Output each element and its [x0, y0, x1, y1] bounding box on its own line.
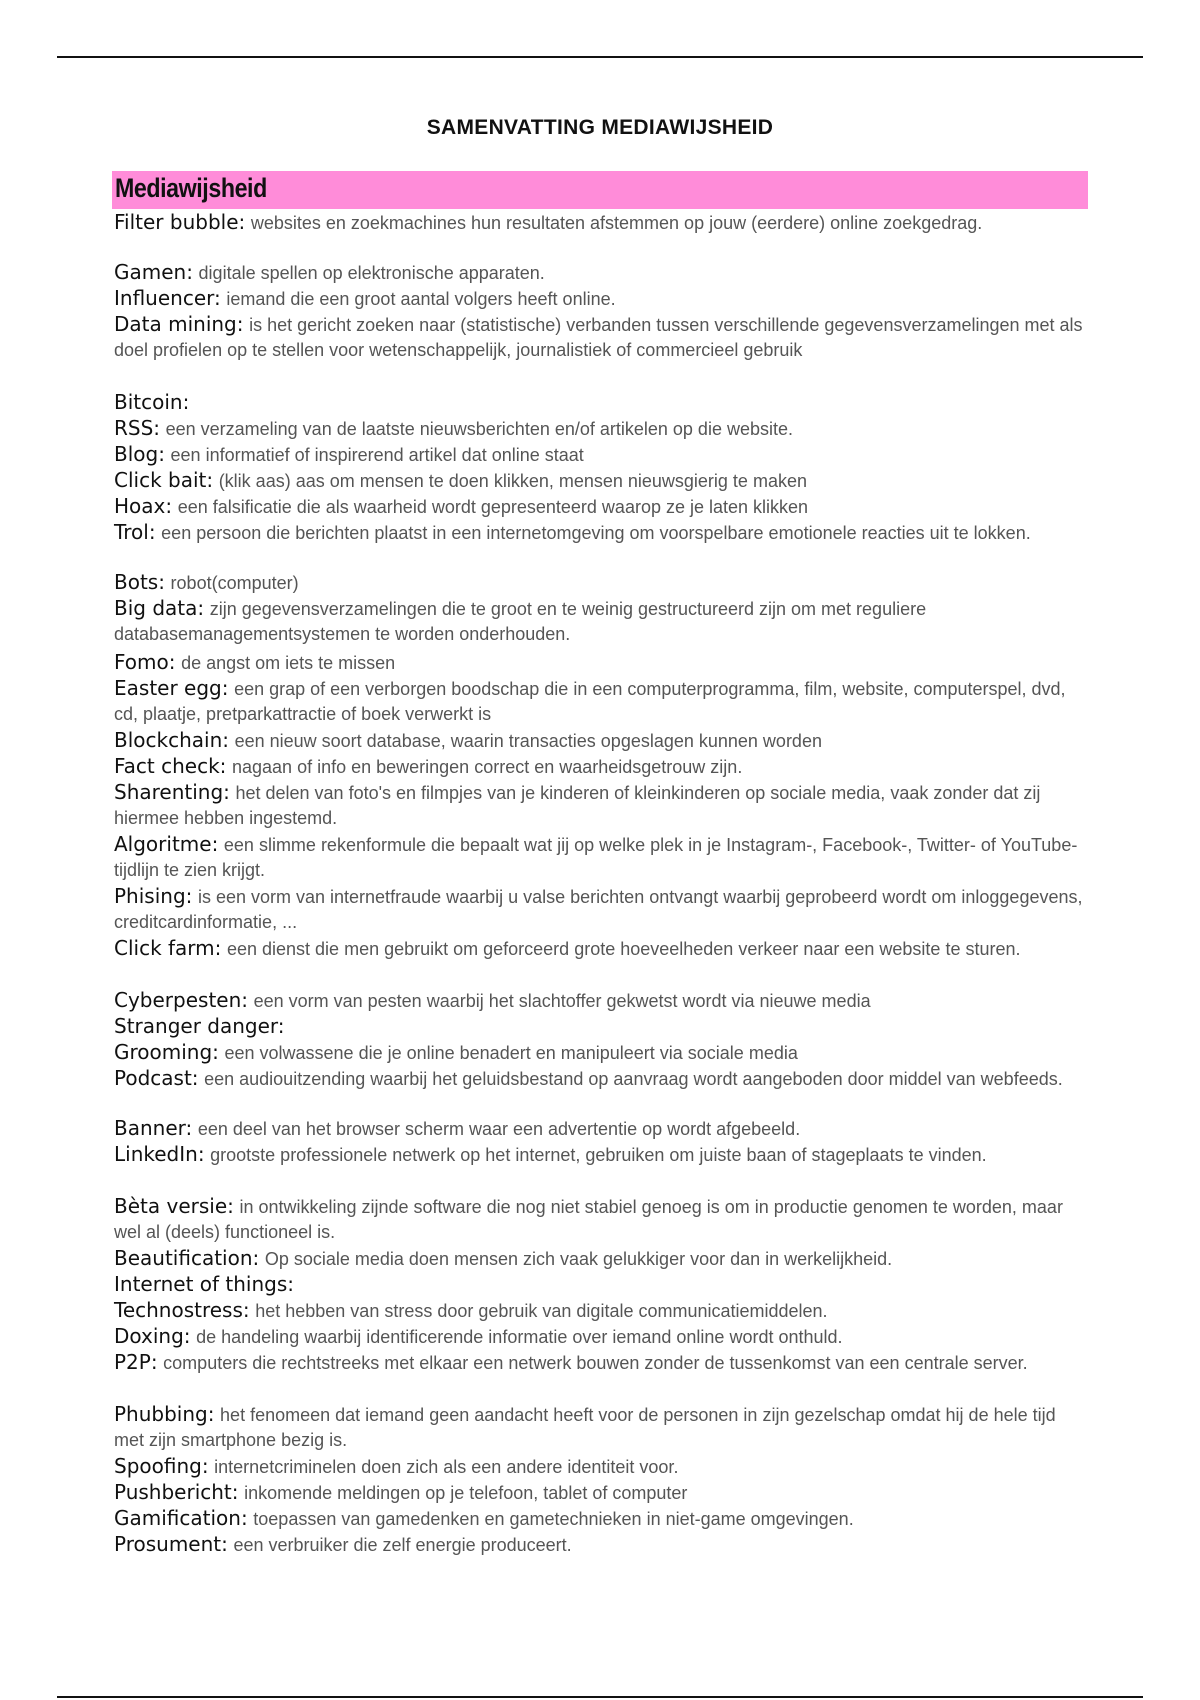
entry-term: Easter egg:: [114, 676, 229, 700]
entry-definition: zijn gegevensverzamelingen die te groot en te weinig gestructureerd zijn om met reguliere databasemanagementsystemen te worden onderhouden.: [114, 599, 927, 644]
entry-term: Trol:: [114, 520, 156, 544]
entry-term: Banner:: [114, 1116, 193, 1140]
section-heading: Mediawijsheid: [115, 173, 267, 203]
entry-term: P2P:: [114, 1350, 158, 1374]
entry-definition: in ontwikkeling zijnde software die nog niet stabiel genoeg is om in productie genomen te worden, maar wel al (deels) functioneel is.: [114, 1197, 1063, 1242]
glossary-entry: [114, 1298, 1089, 1324]
glossary-entry: [114, 1116, 1089, 1142]
entry-definition: een audiouitzending waarbij het geluidsbestand op aanvraag wordt aangeboden door middel van webfeeds.: [204, 1069, 1063, 1089]
glossary-entry: [114, 494, 1089, 520]
entry-definition: nagaan of info en beweringen correct en waarheidsgetrouw zijn.: [232, 757, 743, 777]
entry-term: Big data:: [114, 596, 205, 620]
entry-term: Data mining:: [114, 312, 244, 336]
glossary-entry: [114, 650, 1089, 676]
entry-term: Stranger danger:: [114, 1014, 285, 1038]
entry-term: Pushbericht:: [114, 1480, 239, 1504]
entry-definition: robot(computer): [170, 573, 299, 593]
glossary-entry: [114, 416, 1089, 442]
entry-definition: een persoon die berichten plaatst in een internetomgeving om voorspelbare emotionele reacties uit te lokken.: [161, 523, 1031, 543]
entry-definition: iemand die een groot aantal volgers heeft online.: [226, 289, 616, 309]
glossary-entry: [114, 988, 1089, 1014]
entry-term: Blog:: [114, 442, 165, 466]
entry-term: RSS:: [114, 416, 161, 440]
glossary-entry: [114, 1194, 1089, 1245]
entry-term: Click bait:: [114, 468, 214, 492]
entry-term: LinkedIn:: [114, 1142, 205, 1166]
entry-definition: (klik aas) aas om mensen te doen klikken, mensen nieuwsgierig te maken: [218, 471, 807, 491]
entry-definition: een informatief of inspirerend artikel dat online staat: [170, 445, 584, 465]
glossary-entry: [114, 1014, 1089, 1040]
glossary-entry: [114, 468, 1089, 494]
glossary-entry: [114, 1324, 1089, 1350]
entry-term: Bots:: [114, 570, 165, 594]
entry-term: Spoofing:: [114, 1454, 209, 1478]
entry-term: Technostress:: [114, 1298, 250, 1322]
glossary-entry: [114, 832, 1089, 883]
glossary-entry: [114, 442, 1089, 468]
entry-definition: een slimme rekenformule die bepaalt wat jij op welke plek in je Instagram-, Facebook-, Twitter- of YouTube-tijdlijn te zien krijgt.: [114, 835, 1078, 880]
glossary-entry: [114, 596, 1089, 647]
entry-term: Hoax:: [114, 494, 173, 518]
entry-definition: een verbruiker die zelf energie produceert.: [233, 1535, 572, 1555]
glossary-entry: [114, 1480, 1089, 1506]
entry-definition: is een vorm van internetfraude waarbij u valse berichten ontvangt waarbij geprobeerd wordt om inloggegevens, creditcardinformatie, ...: [114, 887, 1083, 932]
glossary-entry: [114, 884, 1089, 935]
glossary-entry: [114, 936, 1089, 962]
glossary-entry: [114, 210, 1089, 236]
glossary-entry: [114, 312, 1089, 363]
glossary-entry: [114, 1532, 1089, 1558]
glossary-entry: [114, 260, 1089, 286]
entry-definition: een deel van het browser scherm waar een advertentie op wordt afgebeeld.: [197, 1119, 801, 1139]
glossary-entry: [114, 676, 1089, 727]
entry-term: Phubbing:: [114, 1402, 215, 1426]
entry-definition: een vorm van pesten waarbij het slachtoffer gekwetst wordt via nieuwe media: [253, 991, 871, 1011]
entry-term: Grooming:: [114, 1040, 219, 1064]
entry-term: Bèta versie:: [114, 1194, 234, 1218]
entry-term: Beautification:: [114, 1246, 260, 1270]
entry-term: Gamification:: [114, 1506, 248, 1530]
glossary-entry: [114, 728, 1089, 754]
entry-term: Gamen:: [114, 260, 193, 284]
glossary-entry: [114, 286, 1089, 312]
entry-term: Fomo:: [114, 650, 176, 674]
entry-definition: internetcriminelen doen zich als een andere identiteit voor.: [214, 1457, 679, 1477]
entry-definition: is het gericht zoeken naar (statistische) verbanden tussen verschillende gegevensverzamelingen met als doel profielen op te stellen voor wetenschappelijk, journalistiek of commercieel gebruik: [114, 315, 1083, 360]
entry-term: Doxing:: [114, 1324, 191, 1348]
entry-term: Podcast:: [114, 1066, 199, 1090]
glossary-entry: [114, 1246, 1089, 1272]
entry-definition: een nieuw soort database, waarin transacties opgeslagen kunnen worden: [234, 731, 822, 751]
glossary-entry: [114, 754, 1089, 780]
entry-term: Sharenting:: [114, 780, 230, 804]
entry-definition: het delen van foto's en filmpjes van je kinderen of kleinkinderen op sociale media, vaak zonder dat zij hiermee hebben ingestemd.: [114, 783, 1041, 828]
glossary-entry: [114, 1350, 1089, 1376]
glossary-entry: [114, 1454, 1089, 1480]
glossary-entry: [114, 1506, 1089, 1532]
entry-term: Bitcoin:: [114, 390, 190, 414]
entry-definition: inkomende meldingen op je telefoon, tablet of computer: [244, 1483, 688, 1503]
top-rule: [57, 56, 1143, 58]
entry-term: Influencer:: [114, 286, 221, 310]
section-heading-bar: [112, 171, 1088, 209]
entry-term: Cyberpesten:: [114, 988, 249, 1012]
entry-definition: een dienst die men gebruikt om geforceerd grote hoeveelheden verkeer naar een website te sturen.: [226, 939, 1021, 959]
entry-term: Internet of things:: [114, 1272, 295, 1296]
entry-term: Click farm:: [114, 936, 222, 960]
bottom-rule: [57, 1696, 1143, 1698]
entry-definition: digitale spellen op elektronische apparaten.: [198, 263, 545, 283]
glossary-entry: [114, 780, 1089, 831]
glossary-entry: [114, 1142, 1089, 1168]
entry-term: Algoritme:: [114, 832, 219, 856]
page-title: SAMENVATTING MEDIAWIJSHEID: [426, 116, 774, 139]
entry-term: Filter bubble:: [114, 210, 246, 234]
glossary-entry: [114, 1040, 1089, 1066]
entry-term: Phising:: [114, 884, 193, 908]
glossary-entry: [114, 1402, 1089, 1453]
entry-definition: het hebben van stress door gebruik van digitale communicatiemiddelen.: [255, 1301, 828, 1321]
entry-definition: het fenomeen dat iemand geen aandacht heeft voor de personen in zijn gezelschap omdat hij de hele tijd met zijn smartphone bezig is.: [114, 1405, 1056, 1450]
glossary-entry: [114, 390, 1089, 416]
entry-definition: een falsificatie die als waarheid wordt gepresenteerd waarop ze je laten klikken: [177, 497, 809, 517]
entry-definition: een grap of een verborgen boodschap die in een computerprogramma, film, website, computerspel, dvd, cd, plaatje, pretparkattractie of boek verwerkt is: [114, 679, 1066, 724]
glossary-entry: [114, 570, 1089, 596]
entry-definition: de handeling waarbij identificerende informatie over iemand online wordt onthuld.: [196, 1327, 843, 1347]
glossary-entry: [114, 1066, 1089, 1092]
entry-term: Prosument:: [114, 1532, 228, 1556]
entry-definition: computers die rechtstreeks met elkaar een netwerk bouwen zonder de tussenkomst van een centrale server.: [163, 1353, 1028, 1373]
entry-definition: toepassen van gamedenken en gametechnieken in niet-game omgevingen.: [253, 1509, 854, 1529]
glossary-entry: [114, 520, 1089, 546]
glossary-entry: [114, 1272, 1089, 1298]
entry-definition: een verzameling van de laatste nieuwsberichten en/of artikelen op die website.: [165, 419, 793, 439]
entry-term: Fact check:: [114, 754, 227, 778]
entry-definition: websites en zoekmachines hun resultaten afstemmen op jouw (eerdere) online zoekgedrag.: [250, 213, 983, 233]
entry-definition: Op sociale media doen mensen zich vaak gelukkiger voor dan in werkelijkheid.: [264, 1249, 893, 1269]
entry-term: Blockchain:: [114, 728, 229, 752]
entry-definition: een volwassene die je online benadert en manipuleert via sociale media: [224, 1043, 798, 1063]
entry-definition: grootste professionele netwerk op het internet, gebruiken om juiste baan of stageplaats te vinden.: [210, 1145, 987, 1165]
entry-definition: de angst om iets te missen: [181, 653, 396, 673]
